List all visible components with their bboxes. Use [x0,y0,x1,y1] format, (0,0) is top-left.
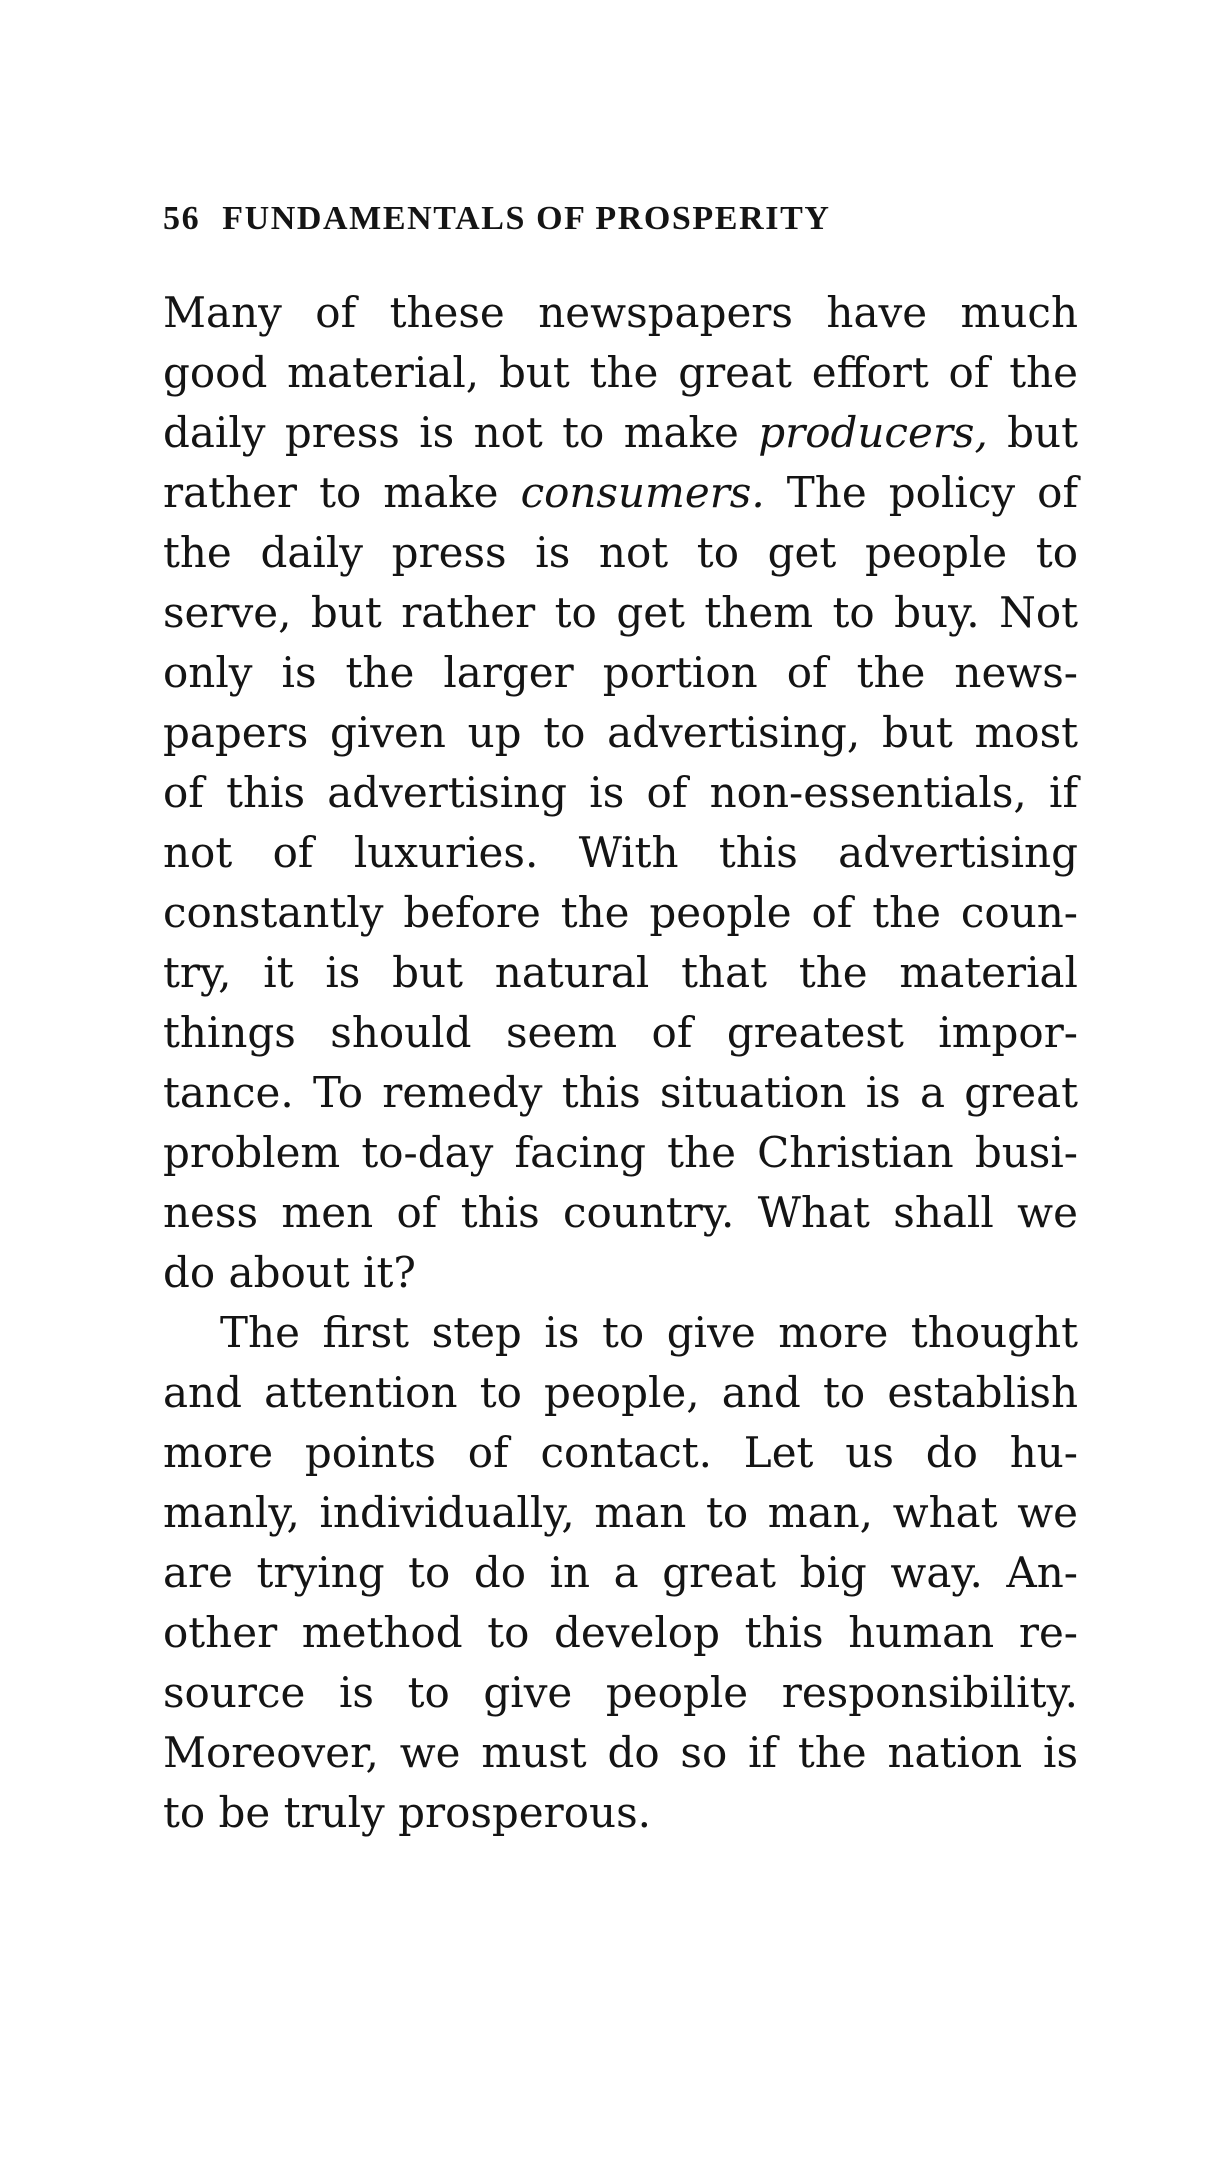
text-line [163,343,1078,403]
text-segment: ness men of this country. What shall we [163,1188,1078,1237]
running-head [163,200,1083,238]
text-segment: tance. To remedy this situation is a great [163,1068,1078,1117]
text-segment: manly, individually, man to man, what we [163,1488,1078,1537]
text-line [163,403,1078,463]
text-line [163,1123,1078,1183]
paragraph-1 [163,283,1078,1303]
text-line [163,1363,1078,1423]
text-segment: but [987,408,1078,457]
text-segment: to be truly prosperous. [163,1788,651,1837]
text-line [163,283,1078,343]
paragraph-2 [163,1303,1078,1843]
running-title: FUNDAMENTALS OF PROSPERITY [222,200,831,237]
text-segment: not of luxuries. With this advertising [163,828,1078,877]
italic-word: producers, [758,408,988,457]
text-line [163,1303,1078,1363]
text-segment: other method to develop this human re- [163,1608,1078,1657]
page-number: 56 [163,200,201,237]
text-line [163,463,1078,523]
text-segment: daily press is not to make [163,408,759,457]
text-segment: of this advertising is of non-essentials, if [163,768,1078,817]
text-line [163,1663,1078,1723]
text-segment: do about it? [163,1248,416,1297]
text-segment: constantly before the people of the coun- [163,888,1078,937]
text-line [163,1423,1078,1483]
text-line [163,1783,1078,1843]
text-segment: source is to give people responsibility. [163,1668,1078,1717]
text-line [163,1003,1078,1063]
text-line [163,763,1078,823]
text-line [163,943,1078,1003]
text-line [163,1063,1078,1123]
text-segment: try, it is but natural that the material [163,948,1078,997]
text-segment: Moreover, we must do so if the nation is [163,1728,1078,1777]
text-line [163,523,1078,583]
text-segment: The policy of [764,468,1078,517]
text-segment: the daily press is not to get people to [163,528,1078,577]
text-line [163,1543,1078,1603]
text-segment: problem to-day facing the Christian busi- [163,1128,1078,1177]
text-line [163,1483,1078,1543]
text-line [163,643,1078,703]
text-segment: papers given up to advertising, but most [163,708,1078,757]
text-segment: more points of contact. Let us do hu- [163,1428,1078,1477]
text-line [163,1183,1078,1243]
text-line [163,883,1078,943]
text-line [163,583,1078,643]
text-segment: rather to make [163,468,521,517]
text-line [163,823,1078,883]
text-line [163,1603,1078,1663]
text-segment: things should seem of greatest impor- [163,1008,1078,1057]
body-text [163,283,1078,1843]
text-segment: Many of these newspapers have much [163,288,1078,337]
text-line [163,703,1078,763]
italic-word: consumers. [520,468,765,517]
text-segment: and attention to people, and to establish [163,1368,1078,1417]
text-segment: good material, but the great effort of the [163,348,1078,397]
text-line [163,1243,1078,1303]
text-line [163,1723,1078,1783]
text-segment: serve, but rather to get them to buy. Not [163,588,1078,637]
text-segment: The first step is to give more thought [220,1308,1078,1357]
text-segment: are trying to do in a great big way. An- [163,1548,1078,1597]
text-segment: only is the larger portion of the news- [163,648,1078,697]
